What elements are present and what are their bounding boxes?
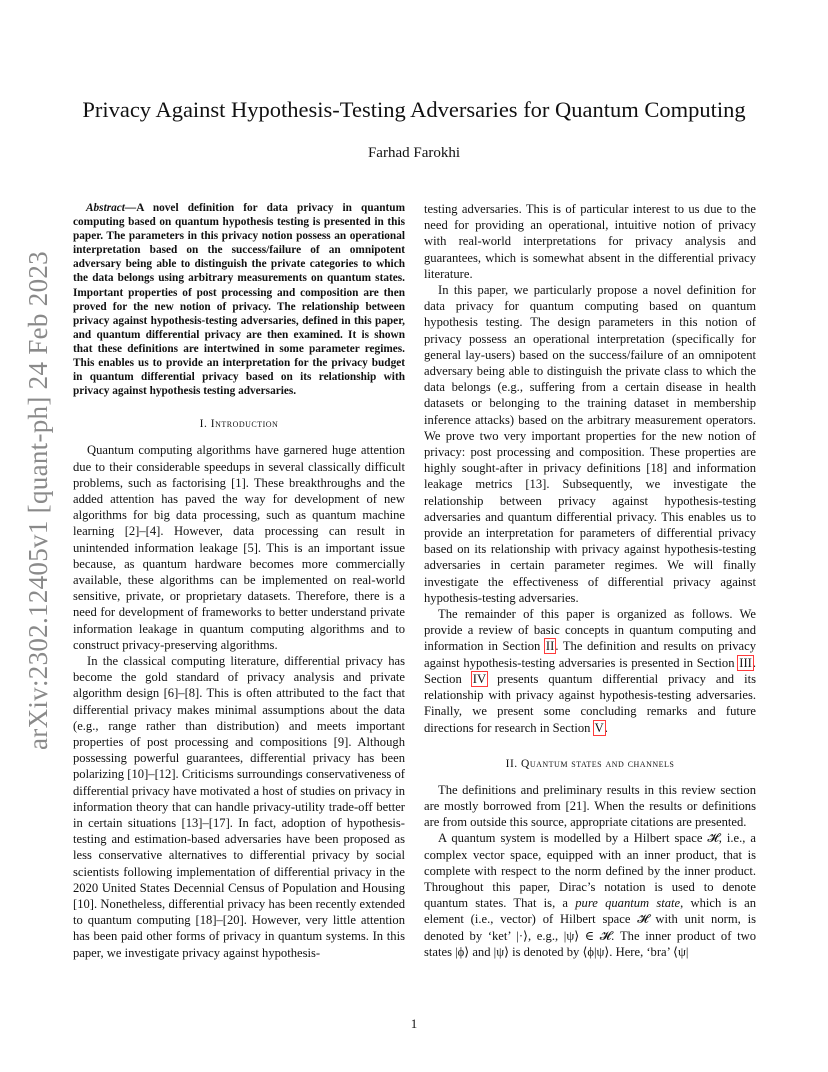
intro-paragraph-2: In the classical computing literature, differential privacy has become the gold standard of privacy analysis and private algorithm design [6]–[8]. This is often attributed to the fact that differential privacy makes minimal assumptions about the data (e.g., range rather than distribution) and meets important properties of post processing and compositions [9]. Although possessing powerful guarantees, differential privacy has been polarizing [10]–[12]. Criticisms surroundings conservativeness of differential privacy have motivated a host of studies on privacy in information theory that can handle privacy-utility trade-off better in certain situations [13]–[17]. In fact, adoption of hypothesis-testing and estimation-based adversaries have been proposed as less conservative alternatives to differential privacy by social scientists following implementation of differential privacy in the 2020 United States Decennial Census of Population and Housing [10]. Nonetheless, differential privacy has been recently extended to quantum computing [18]–[20]. However, very little attention has been paid other forms of privacy in quantum systems. In this paper, we investigate privacy against hypothesis-	[73, 653, 405, 960]
section-heading-quantum-states: II. Quantum states and channels	[505, 757, 675, 770]
paper-title: Privacy Against Hypothesis-Testing Adversaries for Quantum Computing	[82, 97, 746, 122]
abstract-text: A novel definition for data privacy in quantum computing based on quantum hypothesis testing is presented in this paper. The parameters in this privacy notion possess an operational interpretation based on the success/failure of an omnipotent adversary being able to distinguish the private categories to which the data belongs using arbitrary measurements on quantum states. Important properties of post processing and composition are then proved for the new notion of privacy. The relationship between privacy against hypothesis-testing adversaries, defined in this paper, and quantum differential privacy are then examined. It is shown that these definitions are intertwined in some parameter regimes. This enables us to provide an interpretation for the privacy budget in quantum differential privacy based on its relationship with privacy against hypothesis testing adversaries.	[73, 202, 405, 398]
abstract	[73, 201, 405, 398]
abstract-label: Abstract—	[86, 202, 137, 214]
intro-paragraph-1: Quantum computing algorithms have garnered huge attention due to their considerable speedups in several classically difficult problems, such as factorising [1]. These breakthroughs and the added attention has paved the way for development of new algorithms for big data processing, such as quantum machine learning [2]–[4]. However, data processing can result in unintended information leakage [5]. This is an important issue because, as quantum hardware becomes more commercially available, these algorithms can be implemented on real-world sensitive, private, or proprietary datasets. Therefore, there is a need for development of frameworks to better understand private information leakage in quantum computing algorithms and to construct privacy-preserving algorithms.	[73, 443, 405, 652]
arxiv-identifier-stamp	[20, 230, 56, 770]
term-pure-quantum-state: pure quantum state	[575, 896, 681, 911]
section-ref-link-iii[interactable]: III	[739, 655, 752, 670]
page-number: 1	[410, 1016, 418, 1031]
intro-paragraph-outline: The remainder of this paper is organized as follows. We provide a review of basic concepts in quantum computing and information in Section II. The definition and results on privacy against hypothesis-testing adversaries is presented in Section III. Section IV presents quantum differential privacy and its relationship with privacy against hypothesis-testing adversaries. Finally, we present some concluding remarks and future directions for research in Section V.	[424, 607, 756, 735]
sec2-paragraph-1: The definitions and preliminary results in this review section are mostly borrowed from [21]. When the results or definitions are from outside this source, appropriate citations are presented.	[424, 782, 756, 830]
sec2-paragraph-2: A quantum system is modelled by a Hilbert space 𝓗, i.e., a complex vector space, equipped with an inner product, that is complete with respect to the norm defined by the inner product. Throughout this paper, Dirac’s notation is used to denote quantum states. That is, a pure quantum state, which is an element (i.e., vector) of Hilbert space 𝓗 with unit norm, is denoted by ‘ket’ |·⟩, e.g., |ψ⟩ ∈ 𝓗. The inner product of two states |ϕ⟩ and |ψ⟩ is denoted by ⟨ϕ|ψ⟩. Here, ‘bra’ ⟨ψ|	[424, 831, 756, 959]
intro-paragraph-3: testing adversaries. This is of particular interest to us due to the need for providing an operational, intuitive notion of privacy with real-world interpretations for privacy analysis and guarantees, which is somewhat absent in the differential privacy literature.	[424, 202, 756, 281]
arxiv-identifier-text: arXiv:2302.12405v1 [quant-ph] 24 Feb 2023	[22, 250, 53, 750]
section-heading-introduction: I. Introduction	[199, 418, 279, 431]
section-ref-link-v[interactable]: V	[594, 720, 604, 735]
paper-author: Farhad Farokhi	[367, 145, 461, 161]
right-column	[424, 201, 756, 960]
section-ref-link-iv[interactable]: IV	[472, 671, 487, 686]
section-ref-link-ii[interactable]: II	[545, 639, 555, 654]
intro-paragraph-4: In this paper, we particularly propose a novel definition for data privacy for quantum computing based on quantum hypothesis testing. The design parameters in this notion of privacy possess an operational interpretation (specifically for general lay-users) based on the success/failure of an omnipotent adversary being able to distinguish the private class to which the data belongs (e.g., suffering from a certain disease in health datasets or belonging to the training dataset in membership inference attacks) based on the arbitrary measurement operators. We prove two very important properties for the new notion of privacy: post processing and composition. These properties are highly sought-after in privacy definitions [18] and information leakage metrics [13]. Subsequently, we investigate the relationship between privacy against hypothesis-testing adversaries and quantum differential privacy. This enables us to provide an interpretation for parameters of differential privacy based on its relationship with privacy against hypothesis-testing adversaries in certain parameter regimes. We will finally investigate the effectiveness of differential privacy against hypothesis-testing adversaries.	[424, 283, 756, 605]
left-column	[73, 201, 405, 961]
